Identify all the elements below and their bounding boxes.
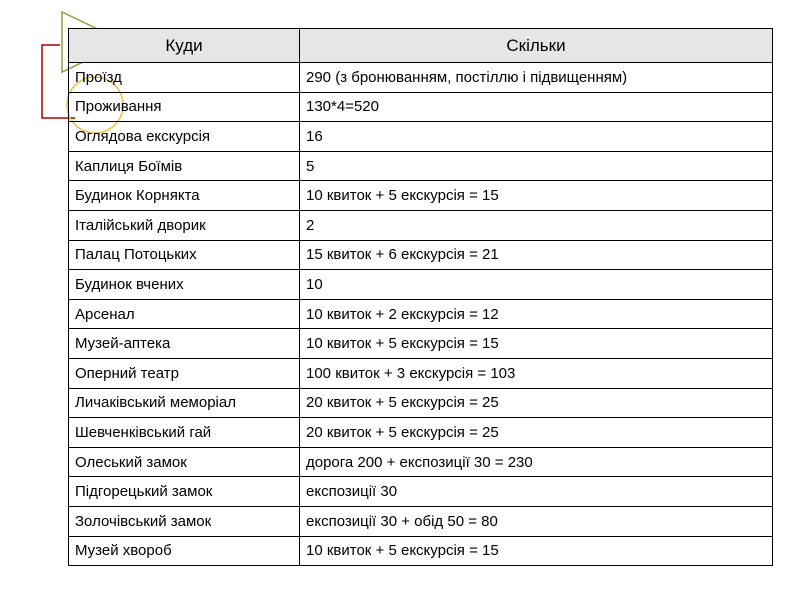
destination-cell: Арсенал — [69, 299, 300, 329]
amount-cell: 100 квиток + 3 екскурсія = 103 — [300, 358, 773, 388]
amount-cell: 20 квиток + 5 екскурсія = 25 — [300, 388, 773, 418]
amount-cell: 5 — [300, 151, 773, 181]
destination-cell: Будинок вчених — [69, 270, 300, 300]
table-row — [69, 122, 773, 152]
table-row — [69, 63, 773, 93]
table-row — [69, 536, 773, 566]
table-row — [69, 506, 773, 536]
cost-table — [68, 28, 773, 566]
header-amount: Скільки — [300, 29, 773, 63]
amount-cell: експозиції 30 — [300, 477, 773, 507]
destination-cell: Підгорецький замок — [69, 477, 300, 507]
destination-cell: Шевченківський гай — [69, 418, 300, 448]
table-row — [69, 477, 773, 507]
destination-cell: Будинок Корнякта — [69, 181, 300, 211]
destination-cell: Олеський замок — [69, 447, 300, 477]
amount-cell: 10 квиток + 5 екскурсія = 15 — [300, 536, 773, 566]
amount-cell: 15 квиток + 6 екскурсія = 21 — [300, 240, 773, 270]
amount-cell: дорога 200 + експозиції 30 = 230 — [300, 447, 773, 477]
destination-cell: Італійський дворик — [69, 210, 300, 240]
table-row — [69, 418, 773, 448]
destination-cell: Оперний театр — [69, 358, 300, 388]
amount-cell: 10 — [300, 270, 773, 300]
table-row — [69, 270, 773, 300]
destination-cell: Музей хвороб — [69, 536, 300, 566]
destination-cell: Каплиця Боїмів — [69, 151, 300, 181]
table-row — [69, 240, 773, 270]
amount-cell: 2 — [300, 210, 773, 240]
destination-cell: Личаківський меморіал — [69, 388, 300, 418]
table-row — [69, 388, 773, 418]
table-row — [69, 151, 773, 181]
destination-cell: Золочівський замок — [69, 506, 300, 536]
destination-cell: Проживання — [69, 92, 300, 122]
table-row — [69, 299, 773, 329]
amount-cell: 10 квиток + 5 екскурсія = 15 — [300, 329, 773, 359]
header-destination: Куди — [69, 29, 300, 63]
amount-cell: 10 квиток + 2 екскурсія = 12 — [300, 299, 773, 329]
destination-cell: Музей-аптека — [69, 329, 300, 359]
destination-cell: Палац Потоцьких — [69, 240, 300, 270]
destination-cell: Проїзд — [69, 63, 300, 93]
table-body — [69, 63, 773, 566]
table-row — [69, 210, 773, 240]
destination-cell: Оглядова екскурсія — [69, 122, 300, 152]
table-header-row — [69, 29, 773, 63]
table-row — [69, 181, 773, 211]
table-row — [69, 329, 773, 359]
table-row — [69, 358, 773, 388]
amount-cell: 10 квиток + 5 екскурсія = 15 — [300, 181, 773, 211]
table-row — [69, 447, 773, 477]
amount-cell: 130*4=520 — [300, 92, 773, 122]
table-row — [69, 92, 773, 122]
amount-cell: 20 квиток + 5 екскурсія = 25 — [300, 418, 773, 448]
amount-cell: експозиції 30 + обід 50 = 80 — [300, 506, 773, 536]
amount-cell: 16 — [300, 122, 773, 152]
amount-cell: 290 (з бронюванням, постіллю і підвищенням) — [300, 63, 773, 93]
